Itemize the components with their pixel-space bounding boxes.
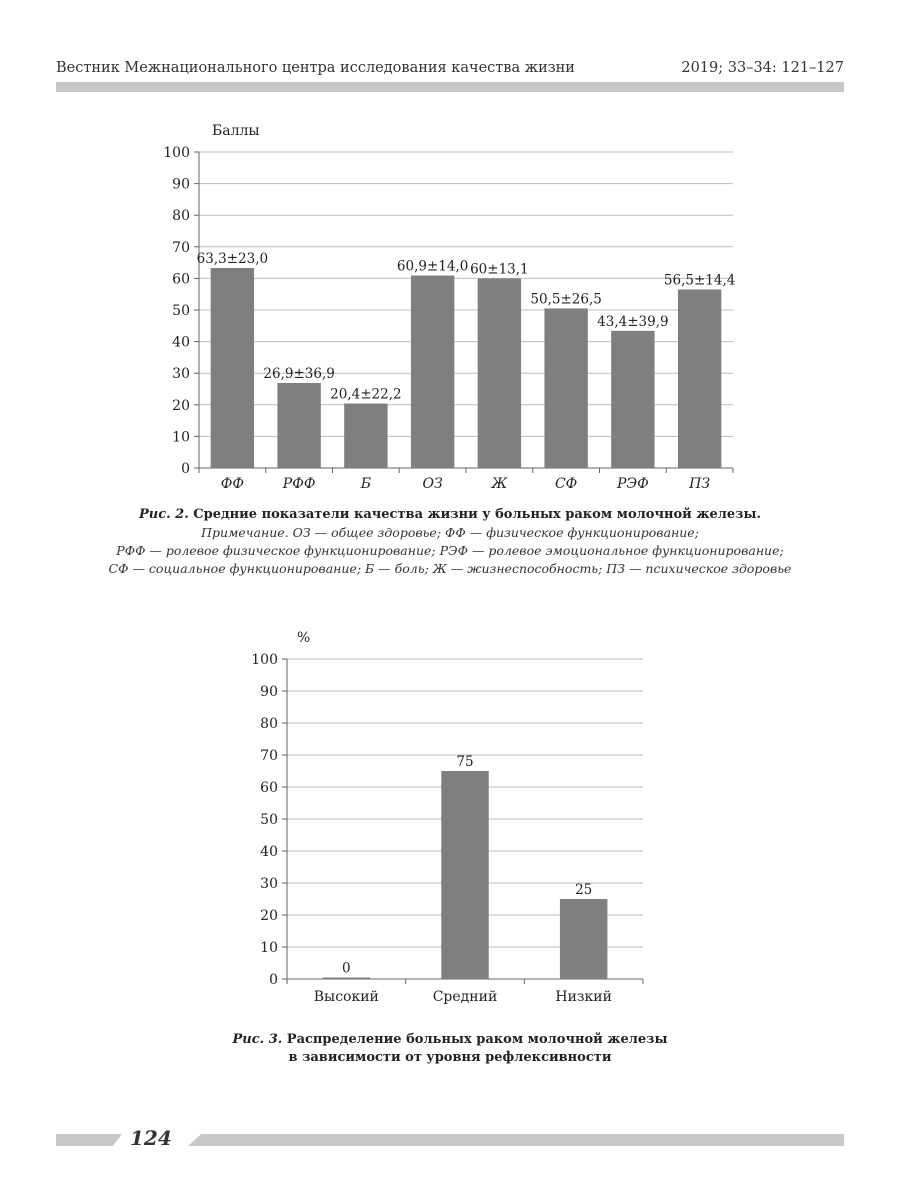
chart1-category-label-2: РФФ xyxy=(282,476,316,492)
journal-title: Вестник Межнационального центра исследования качества жизни xyxy=(56,60,575,76)
chart1-bar-7 xyxy=(611,331,654,468)
chart2-y-tick-label: 70 xyxy=(260,748,278,764)
chart1-y-tick-label: 90 xyxy=(172,176,190,193)
chart1-y-tick-label: 40 xyxy=(172,334,190,351)
chart1-bar-1 xyxy=(211,268,254,468)
chart1-data-label-4: 60,9±14,0 xyxy=(396,258,469,275)
chart2-data-label-3: 25 xyxy=(575,882,593,898)
reflexivity-bar-chart xyxy=(0,620,900,1040)
issue-info: 2019; 33–34: 121–127 xyxy=(681,60,844,76)
chart2-y-tick-label: 80 xyxy=(260,716,278,732)
chart1-y-tick-label: 100 xyxy=(163,145,190,161)
chart1-category-label-7: РЭФ xyxy=(616,476,649,492)
chart1-y-tick-label: 30 xyxy=(172,366,190,383)
quality-of-life-bar-chart xyxy=(0,0,900,500)
chart1-category-label-5: Ж xyxy=(491,476,508,492)
chart2-bar-3 xyxy=(560,899,607,979)
page-number: 124 xyxy=(130,1126,172,1150)
chart1-category-label-4: ОЗ xyxy=(422,476,443,492)
footer-rule-right xyxy=(188,1134,844,1146)
chart1-y-axis-label: Баллы xyxy=(212,123,260,139)
chart2-y-tick-label: 20 xyxy=(260,908,278,924)
figure-3-title-line-1: Распределение больных раком молочной железы xyxy=(282,1032,668,1047)
figure-2-title xyxy=(60,506,840,524)
chart1-category-label-1: ФФ xyxy=(220,476,244,492)
figure-2-caption xyxy=(60,506,840,578)
chart2-bar-1 xyxy=(323,978,370,980)
chart2-y-axis-label: % xyxy=(297,630,311,646)
chart1-data-label-8: 56,5±14,4 xyxy=(663,272,736,289)
figure-2-note-line-1: Примечание. ОЗ — общее здоровье; ФФ — физическое функционирование; xyxy=(201,525,699,540)
chart1-y-tick-label: 70 xyxy=(172,239,190,256)
chart2-category-label-3: Низкий xyxy=(555,989,612,1005)
footer-rule-left xyxy=(56,1134,122,1146)
chart2-data-label-2: 75 xyxy=(456,754,474,770)
chart1-bar-8 xyxy=(678,289,721,468)
figure-3-title-line-2: в зависимости от уровня рефлексивности xyxy=(288,1050,612,1065)
chart1-y-tick-label: 0 xyxy=(181,461,190,477)
chart1-y-tick-label: 20 xyxy=(172,397,190,414)
chart2-y-tick-label: 100 xyxy=(251,652,278,668)
figure-3-caption xyxy=(150,1031,750,1067)
figure-2-note-line-3: СФ — социальное функционирование; Б — боль; Ж — жизнеспособность; ПЗ — психическое здоровье xyxy=(108,561,792,576)
chart1-data-label-7: 43,4±39,9 xyxy=(597,313,669,330)
chart1-data-label-6: 50,5±26,5 xyxy=(530,291,602,308)
chart2-y-tick-label: 30 xyxy=(260,876,278,892)
chart2-y-tick-label: 0 xyxy=(269,972,278,988)
chart2-y-tick-label: 50 xyxy=(260,812,278,828)
chart1-data-label-3: 20,4±22,2 xyxy=(330,386,402,403)
chart2-y-tick-label: 10 xyxy=(260,940,278,956)
figure-2-label: Рис. 2. xyxy=(138,507,189,522)
figure-2-note-line-2: РФФ — ролевое физическое функционирование; РЭФ — ролевое эмоциональное функционирование; xyxy=(116,543,784,558)
chart2-y-tick-label: 90 xyxy=(260,684,278,700)
chart2-category-label-1: Высокий xyxy=(313,989,379,1005)
chart2-y-tick-label: 40 xyxy=(260,844,278,860)
chart1-y-tick-label: 60 xyxy=(172,271,190,288)
chart1-bar-5 xyxy=(478,278,521,468)
chart2-y-tick-label: 60 xyxy=(260,780,278,796)
chart1-bar-6 xyxy=(544,308,587,468)
chart2-bar-2 xyxy=(441,771,488,979)
chart1-y-tick-label: 80 xyxy=(172,208,190,225)
chart1-category-label-8: ПЗ xyxy=(689,476,711,492)
chart2-category-label-2: Средний xyxy=(432,989,498,1005)
chart1-data-label-2: 26,9±36,9 xyxy=(263,365,335,382)
chart1-data-label-5: 60±13,1 xyxy=(470,261,529,278)
chart1-bar-4 xyxy=(411,276,454,468)
chart1-category-label-6: СФ xyxy=(554,476,578,492)
chart1-category-label-3: Б xyxy=(360,476,372,492)
figure-3-label: Рис. 3. xyxy=(232,1032,283,1047)
chart1-bar-3 xyxy=(344,404,387,468)
chart1-y-tick-label: 50 xyxy=(172,303,190,319)
chart2-data-label-1: 0 xyxy=(342,960,351,977)
figure-2-title-text: Средние показатели качества жизни у больных раком молочной железы. xyxy=(188,507,762,522)
chart1-y-tick-label: 10 xyxy=(172,429,190,446)
chart1-bar-2 xyxy=(277,383,320,468)
chart1-data-label-1: 63,3±23,0 xyxy=(196,250,269,267)
